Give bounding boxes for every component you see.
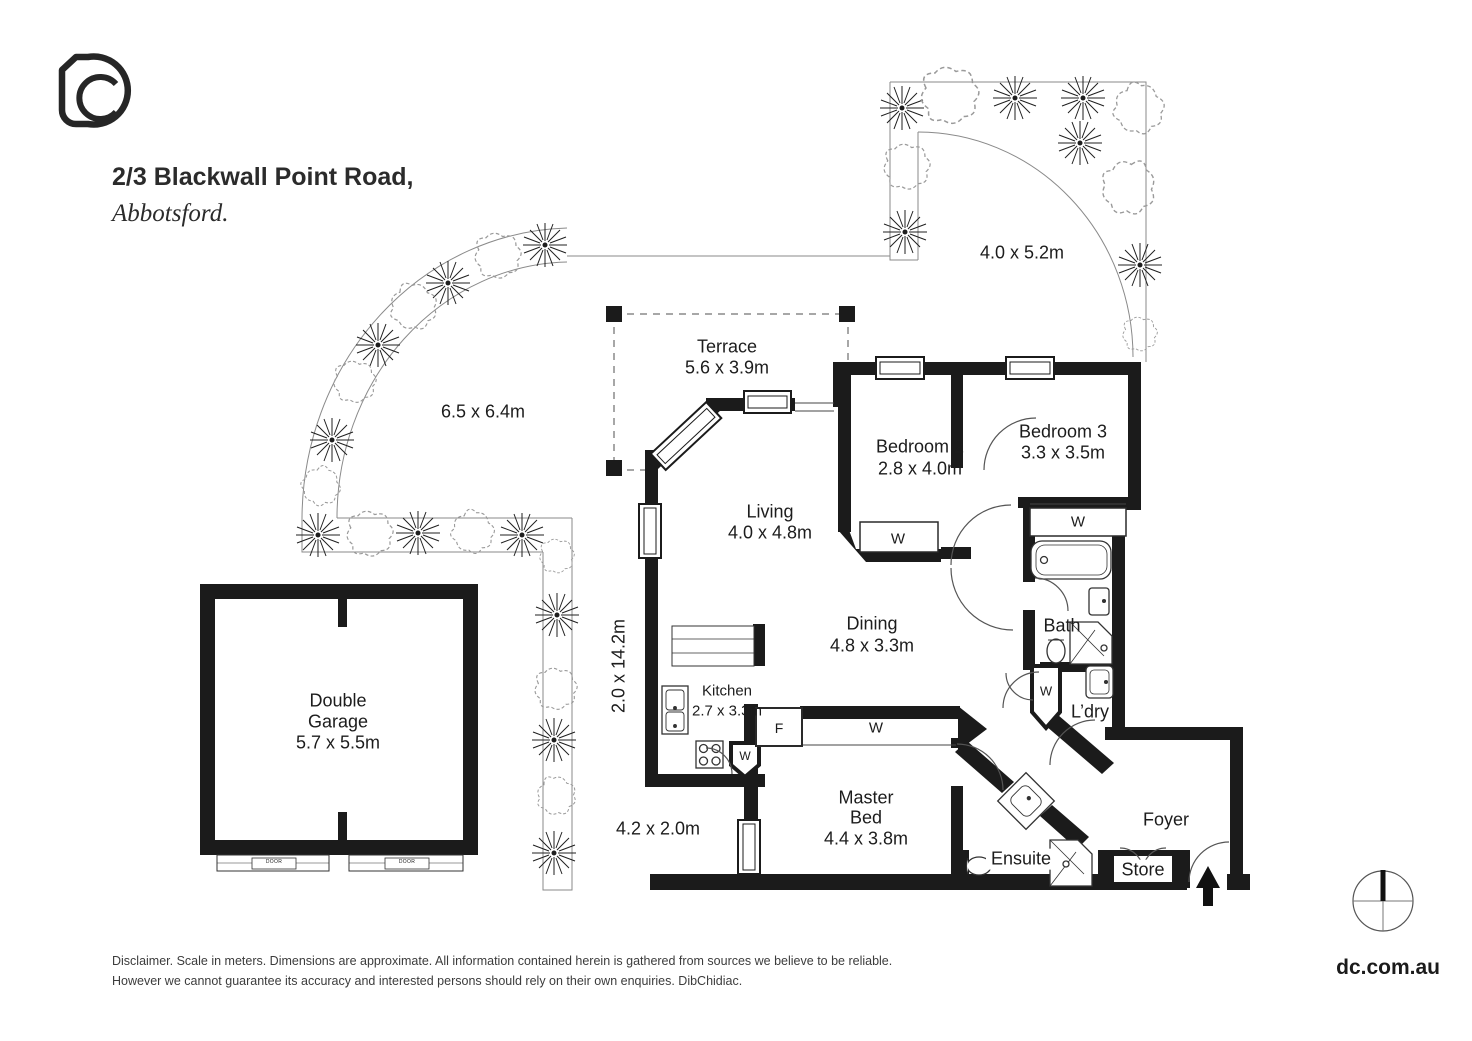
- bath-toilet: [1047, 639, 1065, 663]
- disclaimer-line1: Disclaimer. Scale in meters. Dimensions are approximate. All information contained herein is gathered from sources we believe to be reliable.: [112, 954, 893, 968]
- marker-door-right: DOOR: [398, 859, 416, 866]
- kitchen-bench: [672, 626, 754, 666]
- label-terrace: Terrace: [696, 336, 758, 357]
- disclaimer-line2: However we cannot guarantee its accuracy and interested persons should rely on their own enquiries. DibChidiac.: [112, 974, 743, 988]
- label-kitchen: Kitchen: [701, 682, 753, 700]
- terrace-outline: [606, 306, 855, 476]
- ensuite-shower: [1050, 840, 1092, 886]
- label-garage-1: Double: [309, 690, 367, 711]
- label-store: Store: [1116, 860, 1169, 881]
- label-ensuite: Ensuite: [986, 849, 1056, 870]
- dc-logo: [62, 56, 128, 124]
- bathtub: [1031, 541, 1111, 579]
- label-garden-left-dims: 6.5 x 6.4m: [440, 401, 526, 422]
- label-bedroom3-dims: 3.3 x 3.5m: [1020, 442, 1106, 463]
- marker-wardrobe-bedroom3: W: [1070, 513, 1086, 531]
- label-dining-dims: 4.8 x 3.3m: [829, 635, 915, 656]
- window-master-west: [738, 820, 760, 874]
- label-foyer: Foyer: [1142, 809, 1190, 830]
- marker-wardrobe-kitchen: W: [739, 749, 751, 764]
- window-living-west: [639, 504, 661, 558]
- window-bedroom3: [1006, 357, 1054, 379]
- label-living-dims: 4.0 x 4.8m: [727, 522, 813, 543]
- marker-wardrobe-hall: W: [1039, 683, 1053, 699]
- label-dining: Dining: [846, 613, 898, 634]
- terrace-post: [606, 460, 622, 476]
- door-hall-dining: [951, 568, 1013, 630]
- compass-icon: [1353, 870, 1413, 931]
- label-bedroom2-dims: 2.8 x 4.0m: [877, 458, 963, 479]
- label-bedroom3: Bedroom 3: [1018, 421, 1108, 442]
- window-bay: [651, 402, 722, 470]
- address-line1: 2/3 Blackwall Point Road,: [112, 163, 414, 191]
- label-courtyard-dims: 4.2 x 2.0m: [615, 818, 701, 839]
- terrace-post: [606, 306, 622, 322]
- label-master-dims: 4.4 x 3.8m: [823, 828, 909, 849]
- marker-wardrobe-master: W: [868, 719, 884, 737]
- website-text: dc.com.au: [1336, 956, 1440, 979]
- kitchen-cooktop: [696, 741, 723, 768]
- label-garden-right-dims: 4.0 x 5.2m: [979, 242, 1065, 263]
- bath-cabinet: [1089, 588, 1109, 615]
- marker-wardrobe-bedroom2: W: [890, 530, 906, 548]
- label-master-1: Master: [838, 787, 894, 808]
- label-laundry: L’dry: [1070, 701, 1110, 722]
- marker-door-left: DOOR: [265, 859, 283, 866]
- label-bedroom2: Bedroom 2: [875, 436, 965, 457]
- laundry-tub: [1086, 666, 1113, 698]
- terrace-post: [839, 306, 855, 322]
- window-bedroom2: [876, 357, 924, 379]
- label-master-2: Bed: [849, 807, 883, 828]
- window-living-top: [744, 391, 791, 413]
- kitchen-sink: [662, 686, 688, 734]
- label-terrace-dims: 5.6 x 3.9m: [684, 357, 770, 378]
- address-line2: Abbotsford.: [112, 200, 229, 227]
- label-living: Living: [746, 501, 794, 522]
- entry-arrow: [1196, 866, 1220, 906]
- label-garage-2: Garage: [307, 711, 369, 732]
- label-bath: Bath: [1043, 615, 1081, 636]
- door-bath: [1035, 578, 1068, 611]
- label-side-strip-dims: 2.0 x 14.2m: [608, 618, 629, 714]
- label-garage-dims: 5.7 x 5.5m: [295, 732, 381, 753]
- label-kitchen-dims: 2.7 x 3.3m: [691, 702, 763, 720]
- marker-fridge: F: [774, 719, 784, 736]
